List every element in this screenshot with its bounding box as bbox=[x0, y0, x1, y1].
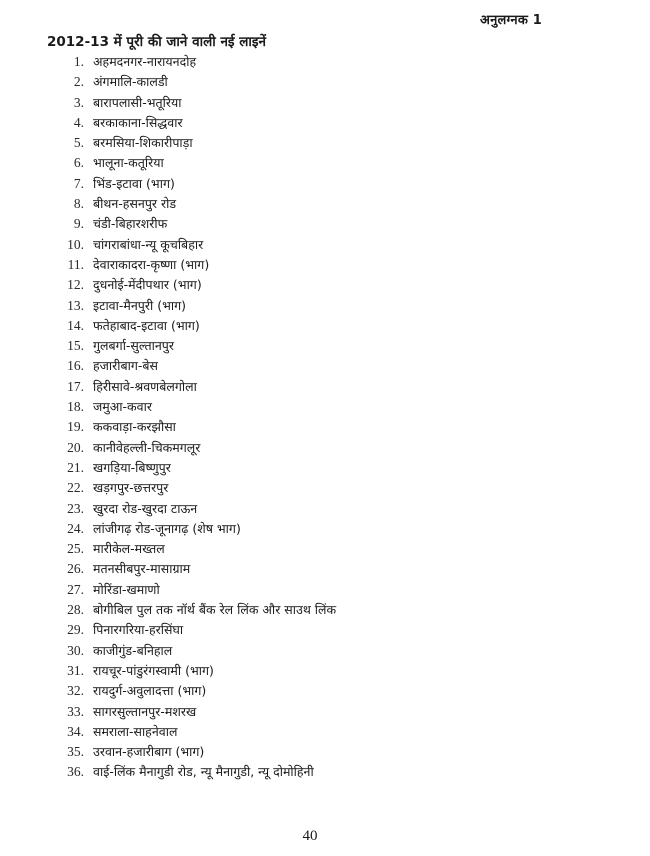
line-name: चांगराबांधा-न्यू कूचबिहार bbox=[93, 236, 204, 252]
item-number: 33. bbox=[67, 703, 84, 719]
line-name: पिनारगरिया-हरसिंघा bbox=[93, 622, 184, 638]
line-name: गुलबर्गा-सुल्तानपुर bbox=[93, 338, 174, 354]
item-number: 18. bbox=[67, 399, 84, 415]
line-name: हजारीबाग-बेस bbox=[93, 358, 159, 374]
line-name: उरवान-हजारीबाग (भाग) bbox=[93, 744, 205, 760]
item-number: 4. bbox=[73, 114, 84, 130]
item-number: 10. bbox=[67, 236, 84, 252]
line-name: ककवाड़ा-करझौसा bbox=[93, 419, 176, 435]
item-number: 30. bbox=[67, 642, 84, 658]
line-name: जमुआ-कवार bbox=[93, 399, 152, 415]
line-name: भिंड-इटावा (भाग) bbox=[93, 175, 175, 191]
item-number: 24. bbox=[67, 520, 84, 536]
line-name: बरकाकाना-सिद्धवार bbox=[93, 114, 183, 130]
item-number: 1. bbox=[73, 54, 84, 69]
item-number: 28. bbox=[67, 602, 84, 618]
item-number: 29. bbox=[67, 622, 84, 638]
item-number: 6. bbox=[73, 155, 84, 171]
item-number: 9. bbox=[73, 216, 84, 232]
line-name: मारीकेल-मख्तल bbox=[93, 541, 165, 557]
line-name: फतेहाबाद-इटावा (भाग) bbox=[93, 317, 200, 333]
item-number: 8. bbox=[73, 196, 84, 212]
item-number: 36. bbox=[67, 764, 84, 780]
line-name: खड़गपुर-छत्तरपुर bbox=[93, 480, 169, 496]
item-number: 16. bbox=[67, 358, 84, 374]
line-name: काजीगुंड-बनिहाल bbox=[93, 642, 173, 658]
item-number: 21. bbox=[67, 459, 84, 475]
line-name: हिरीसावे-श्रवणबेलगोला bbox=[93, 378, 197, 394]
document-title: 2012-13 में पूरी की जाने वाली नई लाइनें bbox=[47, 34, 267, 50]
item-number: 35. bbox=[67, 744, 84, 760]
line-name: रायदुर्ग-अवुलादत्ता (भाग) bbox=[93, 683, 207, 699]
item-number: 15. bbox=[67, 338, 84, 354]
page-number: 40 bbox=[302, 828, 318, 844]
line-name: सागरसुल्तानपुर-मशरख bbox=[93, 703, 197, 719]
item-number: 7. bbox=[73, 175, 84, 191]
item-number: 13. bbox=[67, 297, 84, 313]
item-number: 2. bbox=[73, 74, 84, 90]
line-name: दुधनोई-मेंदीपथार (भाग) bbox=[93, 277, 202, 293]
item-number: 19. bbox=[67, 419, 84, 435]
line-name: मोरिंडा-खमाणो bbox=[93, 581, 160, 597]
item-number: 26. bbox=[67, 561, 84, 577]
line-name: चंडी-बिहारशरीफ bbox=[93, 216, 168, 232]
item-number: 31. bbox=[67, 662, 84, 678]
line-name: बरमसिया-शिकारीपाड़ा bbox=[93, 135, 193, 151]
line-name: अंगमालि-कालडी bbox=[93, 74, 168, 90]
item-number: 25. bbox=[67, 541, 84, 557]
item-number: 5. bbox=[73, 135, 84, 151]
line-name: खुरदा रोड-खुरदा टाऊन bbox=[93, 500, 198, 516]
line-name: वाई-लिंक मैनागुडी रोड, न्यू मैनागुडी, न्यू दोमोहिनी bbox=[93, 764, 314, 780]
item-number: 3. bbox=[73, 94, 84, 110]
line-name: खगड़िया-बिष्णुपुर bbox=[93, 459, 171, 475]
line-name: बारापलासी-भतूरिया bbox=[93, 94, 182, 110]
line-name: बोगीबिल पुल तक नॉर्थ बैंक रेल लिंक और साउथ लिंक bbox=[93, 602, 337, 618]
item-number: 34. bbox=[67, 723, 84, 739]
annex-label: अनुलग्नक 1 bbox=[480, 13, 542, 28]
item-number: 11. bbox=[67, 256, 84, 272]
line-name: देवाराकादरा-कृष्णा (भाग) bbox=[93, 256, 210, 272]
item-number: 22. bbox=[67, 480, 84, 496]
line-name: लांजीगढ़ रोड-जूनागढ़ (शेष भाग) bbox=[93, 520, 241, 536]
line-name: इटावा-मैनपुरी (भाग) bbox=[93, 297, 187, 313]
line-name: रायचूर-पांडुरंगस्वामी (भाग) bbox=[93, 662, 214, 678]
item-number: 27. bbox=[67, 581, 84, 597]
item-number: 17. bbox=[67, 378, 84, 394]
item-number: 20. bbox=[67, 439, 84, 455]
item-number: 23. bbox=[67, 500, 84, 516]
line-name: अहमदनगर-नारायनदोह bbox=[93, 54, 197, 69]
line-name: भालूना-कतूरिया bbox=[93, 155, 164, 171]
item-number: 12. bbox=[67, 277, 84, 293]
line-name: कानीवेहल्ली-चिकमगलूर bbox=[93, 439, 201, 455]
line-name: समराला-साहनेवाल bbox=[93, 723, 178, 739]
item-number: 32. bbox=[67, 683, 84, 699]
line-name: मतनसीबपुर-मासाग्राम bbox=[93, 561, 191, 577]
item-number: 14. bbox=[67, 317, 84, 333]
line-name: बीथन-हसनपुर रोड bbox=[93, 196, 177, 212]
